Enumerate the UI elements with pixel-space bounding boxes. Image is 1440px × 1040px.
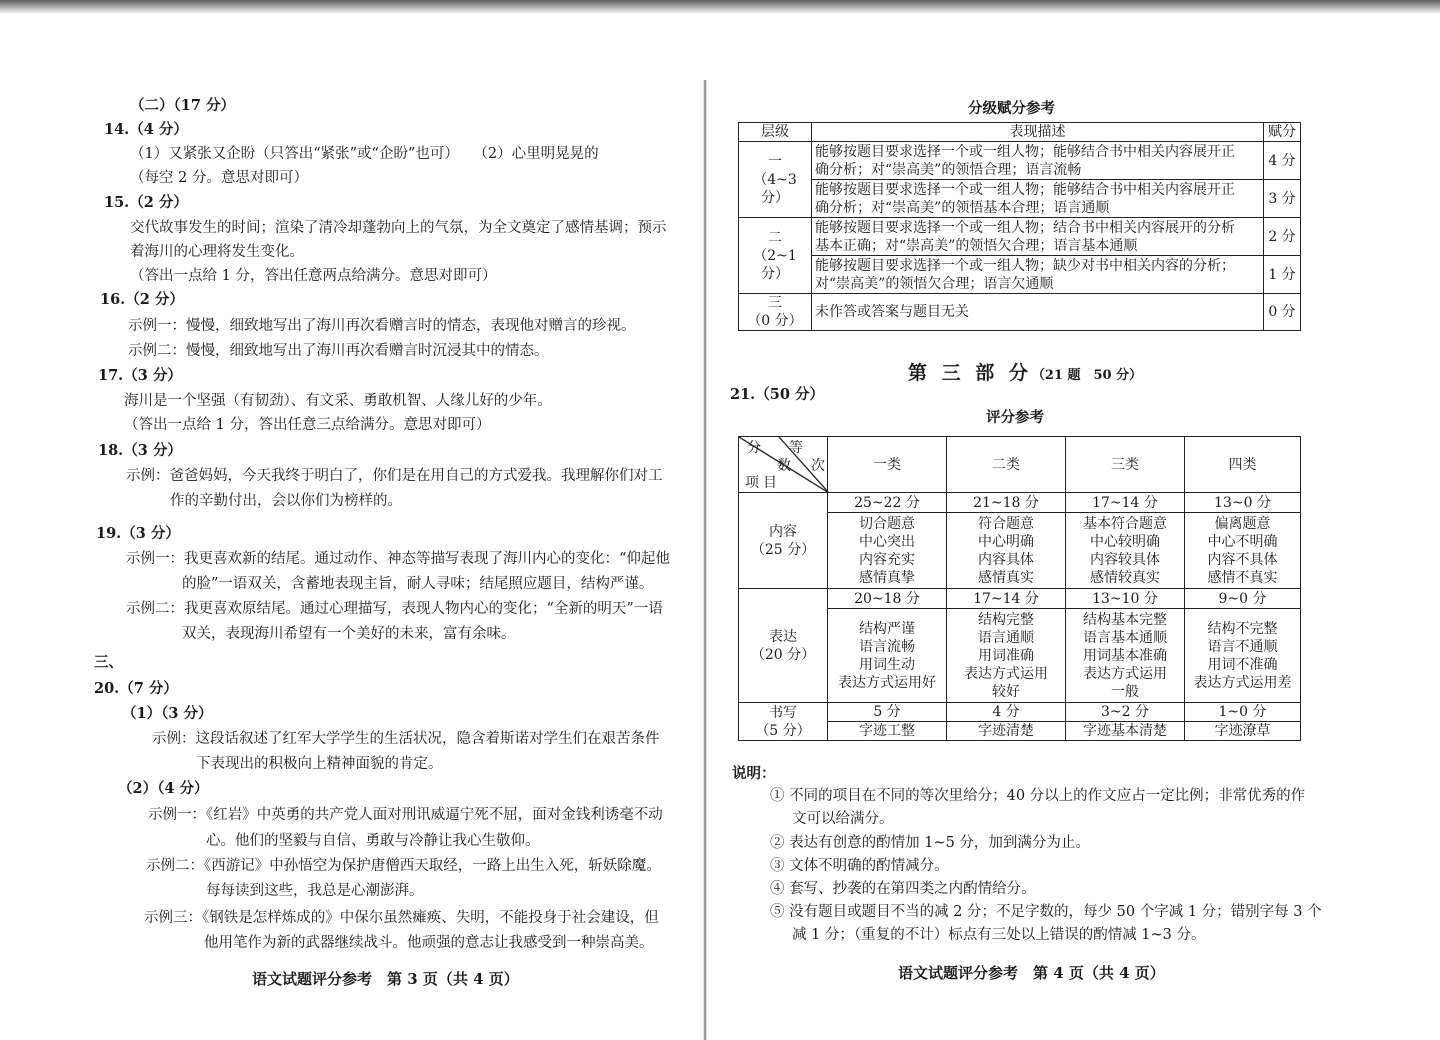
class-header: 四类: [1185, 437, 1301, 493]
page-footer: 语文试题评分参考 第 4 页（共 4 页）: [898, 964, 1165, 982]
answer-line: 作的辛勤付出，会以你们为榜样的。: [170, 493, 402, 509]
note-line: ③ 文体不明确的酌情减分。: [770, 858, 949, 874]
grade-desc: [812, 180, 1264, 218]
row-label-points: （25 分）: [750, 541, 816, 558]
grade-range: （2~1 分）: [753, 247, 797, 282]
criteria-line: 一般: [1111, 683, 1139, 700]
left-page: [0, 0, 700, 1040]
answer-line: 下表现出的积极向上精神面貌的肯定。: [196, 756, 443, 772]
range-cell: 17~14 分: [1066, 493, 1185, 513]
criteria-line: 语言不通顺: [1207, 638, 1278, 655]
answer-line: 示例二：慢慢，细致地写出了海川再次看赠言时沉浸其中的情态。: [128, 343, 549, 359]
criteria-line: 基本符合题意: [1083, 515, 1167, 532]
criteria-cell: 字迹工整: [828, 722, 947, 741]
criteria-line: 符合题意: [978, 515, 1034, 532]
grade-desc-line: 确分析；对“崇高美”的领悟合理；语言流畅: [815, 161, 1082, 178]
criteria-line: 表达方式运用: [964, 665, 1048, 682]
answer-line: （每空 2 分。意思对即可）: [130, 170, 308, 186]
grade-score: 3 分: [1264, 180, 1301, 218]
row-label-text: 书写: [769, 704, 797, 721]
criteria-line: 内容不具体: [1207, 551, 1278, 568]
range-cell: 9~0 分: [1185, 589, 1301, 609]
diag-label: 数: [777, 458, 791, 474]
page-spine: [703, 80, 707, 1040]
range-cell: 17~14 分: [947, 589, 1066, 609]
grade-range: （0 分）: [747, 313, 803, 329]
class-header: 一类: [828, 437, 947, 493]
note-line: ⑤ 没有题目或题目不当的减 2 分；不足字数的，每少 50 个字减 1 分；错别字每 3 个: [770, 904, 1322, 920]
answer-line: 示例一：慢慢，细致地写出了海川再次看赠言时的情态，表现他对赠言的珍视。: [128, 318, 636, 334]
grade-header-score: 赋分: [1264, 123, 1301, 142]
answer-line: 示例一：《红岩》中英勇的共产党人面对刑讯威逼宁死不屈，面对金钱利诱毫不动: [148, 807, 663, 823]
criteria-line: 感情较真实: [1090, 569, 1160, 586]
row-label: [739, 589, 828, 703]
grade-level: 二: [768, 229, 782, 246]
note-line: ② 表达有创意的酌情加 1~5 分，加到满分为止。: [770, 835, 1090, 851]
row-label: [739, 703, 828, 741]
score-table: [738, 436, 1301, 741]
part3-title: [908, 358, 1142, 385]
grade-desc: [812, 142, 1264, 180]
score-table-title: 评分参考: [986, 409, 1044, 426]
question-number: 21.（50 分）: [730, 386, 824, 403]
answer-line: 海川是一个坚强（有韧劲）、有文采、勇敢机智、人缘儿好的少年。: [124, 393, 552, 409]
grade-level-cell: [739, 294, 812, 331]
criteria-line: 用词不准确: [1207, 656, 1278, 673]
criteria-line: 表达方式运用: [1083, 665, 1167, 682]
answer-line: 心。他们的坚毅与自信、勇敢与冷静让我心生敬仰。: [206, 833, 540, 849]
diag-label: 项: [745, 475, 759, 491]
notes-title: 说明：: [732, 765, 776, 782]
range-cell: 21~18 分: [947, 493, 1066, 513]
row-label-points: （20 分）: [750, 646, 816, 663]
grade-desc: [812, 256, 1264, 294]
criteria-line: 表达方式运用差: [1193, 674, 1292, 691]
diag-label: 目: [763, 475, 777, 491]
criteria-cell: [1185, 513, 1301, 589]
criteria-line: 结构不完整: [1207, 620, 1278, 637]
answer-line: 示例：这段话叙述了红军大学学生的生活状况，隐含着斯诺对学生们在艰苦条件: [152, 731, 660, 747]
answer-line: 示例二：《西游记》中孙悟空为保护唐僧西天取经，一路上出生入死，斩妖除魔。: [146, 858, 661, 874]
row-label: [739, 493, 828, 589]
criteria-line: 感情真挚: [859, 569, 915, 586]
criteria-cell: [1066, 609, 1185, 703]
criteria-cell: [828, 609, 947, 703]
criteria-cell: [828, 513, 947, 589]
criteria-cell: [947, 609, 1066, 703]
note-line: 减 1 分；（重复的不计）标点有三处以上错误的酌情减 1~3 分。: [792, 927, 1206, 943]
criteria-line: 语言流畅: [859, 638, 915, 655]
answer-line: 交代故事发生的时间；渲染了清冷却蓬勃向上的气氛，为全文奠定了感情基调；预示: [130, 220, 667, 236]
criteria-line: 用词准确: [978, 647, 1034, 664]
range-cell: 5 分: [828, 703, 947, 722]
row-label-text: 表达: [769, 628, 797, 645]
row-label-points: （5 分）: [755, 722, 811, 739]
grade-desc-line: 确分析；对“崇高美”的领悟基本合理；语言通顺: [815, 199, 1110, 216]
diag-label: 次: [811, 458, 825, 474]
criteria-line: 表达方式运用好: [838, 674, 936, 691]
grade-score: 0 分: [1264, 294, 1301, 331]
diag-label: 分: [747, 440, 761, 456]
range-cell: 20~18 分: [828, 589, 947, 609]
criteria-line: 感情真实: [978, 569, 1034, 586]
answer-line: 着海川的心理将发生变化。: [130, 244, 304, 260]
criteria-cell: [947, 513, 1066, 589]
question-number: 14.（4 分）: [104, 121, 188, 138]
answer-line: 示例二：我更喜欢原结尾。通过心理描写，表现人物内心的变化；“全新的明天”一语: [126, 601, 663, 617]
grade-desc-line: 能够按题目要求选择一个或一组人物；结合书中相关内容展开的分析: [815, 219, 1235, 236]
grade-level: 一: [768, 153, 782, 170]
answer-line: 的脸”一语双关，含蓄地表现主旨，耐人寻味；结尾照应题目，结构严谨。: [182, 576, 654, 592]
answer-line: 每每读到这些，我总是心潮澎湃。: [206, 883, 424, 899]
section-heading: 三、: [94, 654, 123, 671]
criteria-line: 内容具体: [978, 551, 1034, 568]
section-heading: （二）（17 分）: [130, 97, 235, 114]
question-number: 15.（2 分）: [104, 194, 188, 211]
part3-subtitle: （21 题 50 分）: [1031, 368, 1143, 383]
range-cell: 1~0 分: [1185, 703, 1301, 722]
grade-range: （4~3 分）: [753, 171, 797, 206]
range-cell: 4 分: [947, 703, 1066, 722]
answer-line: 示例：爸爸妈妈，今天我终于明白了，你们是在用自己的方式爱我。我理解你们对工: [126, 468, 663, 484]
criteria-line: 语言基本通顺: [1083, 629, 1167, 646]
sub-question: （2）（4 分）: [118, 780, 209, 797]
grade-desc: 未作答或答案与题目无关: [812, 294, 1264, 331]
grade-desc-line: 基本正确；对“崇高美”的领悟欠合理；语言基本通顺: [815, 237, 1138, 254]
criteria-line: 偏离题意: [1214, 515, 1271, 532]
criteria-cell: 字迹清楚: [947, 722, 1066, 741]
question-number: 18.（3 分）: [98, 442, 182, 459]
grade-header-desc: 表现描述: [812, 123, 1264, 142]
row-label-text: 内容: [769, 523, 797, 540]
grade-level-cell: [739, 142, 812, 218]
answer-line: 他用笔作为新的武器继续战斗。他顽强的意志让我感受到一种崇高美。: [204, 935, 654, 951]
criteria-line: 中心较明确: [1090, 533, 1160, 550]
criteria-line: 语言通顺: [978, 629, 1034, 646]
grade-table-title: 分级赋分参考: [968, 100, 1055, 117]
criteria-line: 切合题意: [859, 515, 915, 532]
answer-line: 示例三：《钢铁是怎样炼成的》中保尔虽然瘫痪、失明，不能投身于社会建设，但: [144, 910, 659, 926]
class-header: 三类: [1066, 437, 1185, 493]
answer-line: （答出一点给 1 分，答出任意两点给满分。意思对即可）: [130, 268, 497, 284]
answer-line: （答出一点给 1 分，答出任意三点给满分。意思对即可）: [124, 417, 491, 433]
range-cell: 13~10 分: [1066, 589, 1185, 609]
criteria-line: 用词生动: [859, 656, 915, 673]
note-line: ④ 套写、抄袭的在第四类之内酌情给分。: [770, 881, 1036, 897]
right-page: [712, 0, 1440, 1040]
criteria-cell: [1185, 609, 1301, 703]
class-header: 二类: [947, 437, 1066, 493]
range-cell: 25~22 分: [828, 493, 947, 513]
grade-desc: [812, 218, 1264, 256]
question-number: 16.（2 分）: [100, 291, 184, 308]
criteria-line: 用词基本准确: [1083, 647, 1167, 664]
criteria-line: 内容充实: [859, 551, 915, 568]
sub-question: （1）（3 分）: [122, 705, 213, 722]
answer-line: 双关，表现海川希望有一个美好的未来，富有余味。: [182, 626, 516, 642]
note-line: ① 不同的项目在不同的等次里给分；40 分以上的作文应占一定比例；非常优秀的作: [770, 788, 1306, 804]
criteria-line: 结构完整: [978, 611, 1034, 628]
criteria-line: 感情不真实: [1207, 569, 1278, 586]
criteria-line: 较好: [992, 683, 1020, 700]
grade-level-cell: [739, 218, 812, 294]
diag-label: 等: [789, 440, 803, 456]
criteria-line: 结构基本完整: [1083, 611, 1167, 628]
grade-header-level: 层级: [739, 123, 812, 142]
grade-desc-line: 能够按题目要求选择一个或一组人物；缺少对书中相关内容的分析；: [815, 257, 1235, 274]
criteria-cell: 字迹潦草: [1185, 722, 1301, 741]
criteria-line: 内容较具体: [1090, 551, 1160, 568]
question-number: 19.（3 分）: [96, 525, 180, 542]
criteria-line: 中心突出: [859, 533, 915, 550]
grade-desc-line: 能够按题目要求选择一个或一组人物；能够结合书中相关内容展开正: [815, 181, 1235, 198]
criteria-line: 结构严谨: [859, 620, 915, 637]
criteria-line: 中心明确: [978, 533, 1034, 550]
answer-line: 示例一：我更喜欢新的结尾。通过动作、神态等描写表现了海川内心的变化：“仰起他: [126, 551, 670, 567]
grade-score: 1 分: [1264, 256, 1301, 294]
criteria-cell: 字迹基本清楚: [1066, 722, 1185, 741]
grade-desc-line: 对“崇高美”的领悟欠合理；语言欠通顺: [815, 275, 1054, 292]
part3-title-text: 第 三 部 分: [908, 362, 1032, 384]
range-cell: 13~0 分: [1185, 493, 1301, 513]
note-line: 文可以给满分。: [792, 811, 894, 827]
range-cell: 3~2 分: [1066, 703, 1185, 722]
grade-table: [738, 122, 1301, 331]
question-number: 20.（7 分）: [94, 680, 178, 697]
question-number: 17.（3 分）: [98, 367, 182, 384]
page-footer: 语文试题评分参考 第 3 页（共 4 页）: [252, 970, 519, 988]
answer-line: （1）又紧张又企盼（只答出“紧张”或“企盼”也可） （2）心里明晃晃的: [130, 146, 599, 162]
grade-desc-line: 能够按题目要求选择一个或一组人物；能够结合书中相关内容展开正: [815, 143, 1235, 160]
diagonal-header: [739, 437, 828, 493]
grade-score: 4 分: [1264, 142, 1301, 180]
criteria-cell: [1066, 513, 1185, 589]
grade-score: 2 分: [1264, 218, 1301, 256]
grade-level: 三: [768, 295, 782, 311]
criteria-line: 中心不明确: [1207, 533, 1278, 550]
